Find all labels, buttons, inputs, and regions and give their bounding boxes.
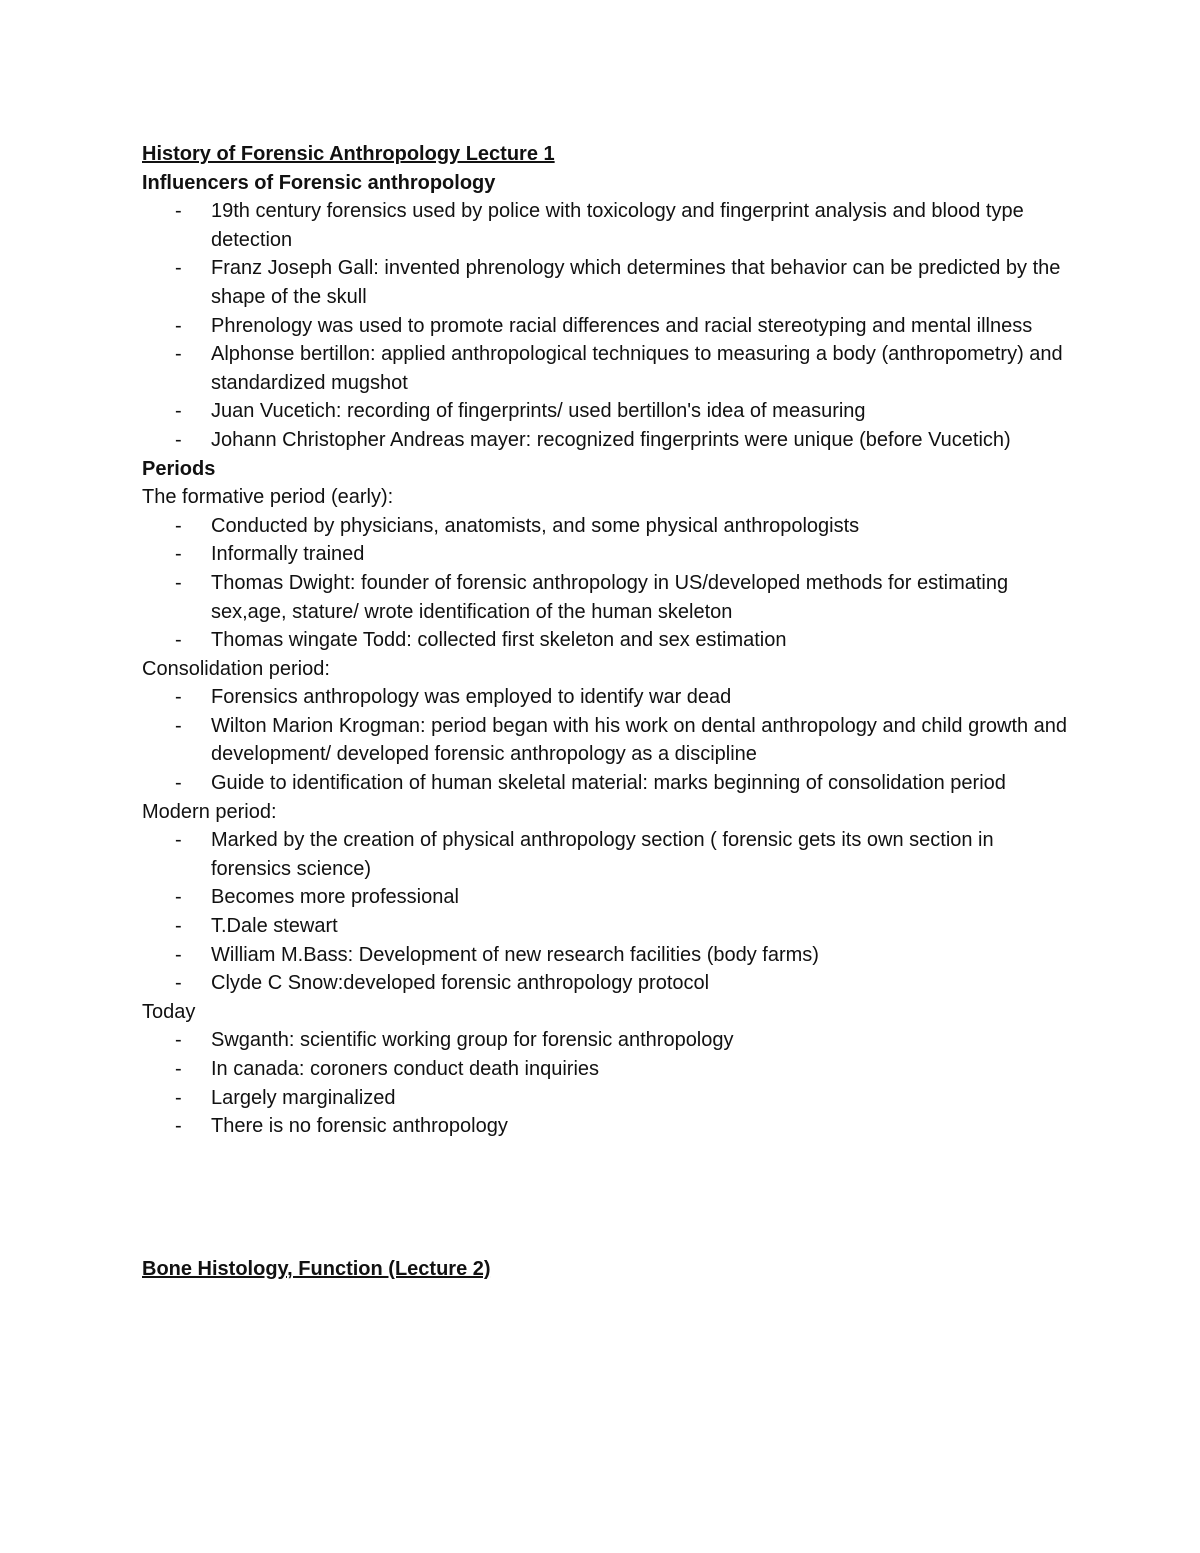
list-item: - Johann Christopher Andreas mayer: recognized fingerprints were unique (before Vucetich) <box>142 426 1072 455</box>
list-item: - Marked by the creation of physical anthropology section ( forensic gets its own section in forensics science) <box>142 826 1072 883</box>
list-item: - Forensics anthropology was employed to identify war dead <box>142 683 1072 712</box>
consolidation-period-label: Consolidation period: <box>142 657 330 680</box>
list-item: - Phrenology was used to promote racial differences and racial stereotyping and mental illness <box>142 312 1072 341</box>
list-item: - T.Dale stewart <box>142 912 1072 941</box>
list-item: - Thomas Dwight: founder of forensic anthropology in US/developed methods for estimating sex,age, stature/ wrote identification of the human skeleton <box>142 569 1072 626</box>
list-item: - 19th century forensics used by police with toxicology and fingerprint analysis and blood type detection <box>142 197 1072 254</box>
document-page <box>142 140 1072 1283</box>
list-item: - Informally trained <box>142 540 1072 569</box>
list-item: - Juan Vucetich: recording of fingerprints/ used bertillon's idea of measuring <box>142 397 1072 426</box>
list-item: - Alphonse bertillon: applied anthropological techniques to measuring a body (anthropometry) and standardized mugshot <box>142 340 1072 397</box>
list-item: - Thomas wingate Todd: collected first skeleton and sex estimation <box>142 626 1072 655</box>
list-item: - Conducted by physicians, anatomists, and some physical anthropologists <box>142 512 1072 541</box>
list-item: - Guide to identification of human skeletal material: marks beginning of consolidation period <box>142 769 1072 798</box>
influencers-list <box>142 197 1072 454</box>
influencers-heading: Influencers of Forensic anthropology <box>142 171 496 194</box>
today-list <box>142 1026 1072 1140</box>
consolidation-period-list <box>142 683 1072 797</box>
list-item: - Wilton Marion Krogman: period began with his work on dental anthropology and child growth and development/ developed forensic anthropology as a discipline <box>142 712 1072 769</box>
list-item: - In canada: coroners conduct death inquiries <box>142 1055 1072 1084</box>
periods-heading: Periods <box>142 457 216 480</box>
list-item: - William M.Bass: Development of new research facilities (body farms) <box>142 941 1072 970</box>
modern-period-label: Modern period: <box>142 800 277 823</box>
list-item: - Swganth: scientific working group for forensic anthropology <box>142 1026 1072 1055</box>
today-label: Today <box>142 1000 196 1023</box>
section-gap <box>142 1141 1072 1255</box>
lecture1-title: History of Forensic Anthropology Lecture 1 <box>142 143 555 165</box>
lecture2-title: Bone Histology, Function (Lecture 2) <box>142 1257 491 1280</box>
formative-period-label: The formative period (early): <box>142 486 394 509</box>
list-item: - Clyde C Snow:developed forensic anthropology protocol <box>142 969 1072 998</box>
list-item: - There is no forensic anthropology <box>142 1112 1072 1141</box>
list-item: - Franz Joseph Gall: invented phrenology which determines that behavior can be predicted by the shape of the skull <box>142 254 1072 311</box>
formative-period-list <box>142 512 1072 655</box>
list-item: - Largely marginalized <box>142 1084 1072 1113</box>
list-item: - Becomes more professional <box>142 883 1072 912</box>
modern-period-list <box>142 826 1072 998</box>
